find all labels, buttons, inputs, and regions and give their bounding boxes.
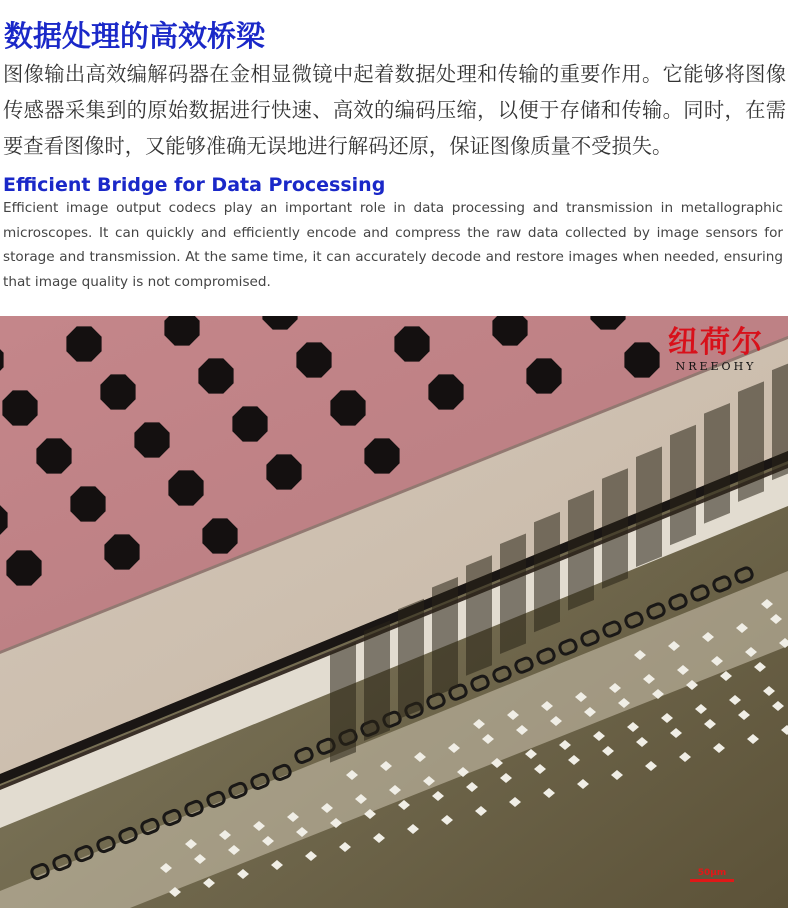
via-hole: [428, 374, 463, 409]
circuit-trace: [568, 490, 594, 611]
circuit-trace: [670, 425, 696, 546]
circuit-trace: [500, 533, 526, 654]
via-hole: [70, 486, 105, 521]
circuit-trace: [602, 468, 628, 589]
scale-bar-label: 50μm: [697, 868, 727, 878]
via-hole: [330, 390, 365, 425]
english-body-text: Efficient image output codecs play an important role in data processing and transmission in metallographic microscopes. It can quickly and efficiently encode and compress the raw data collected by image sensors for storage and transmission. At the same time, it can accurately decode and restore images when needed, ensuring that image quality is not compromised.: [3, 200, 783, 290]
brand-name-cn: 纽荷尔: [668, 325, 764, 360]
english-heading: Efficient Bridge for Data Processing: [3, 174, 386, 196]
brand-watermark: [668, 326, 764, 374]
scale-bar: [690, 868, 734, 882]
via-hole: [66, 326, 101, 361]
circuit-trace: [534, 512, 560, 633]
via-hole: [296, 342, 331, 377]
via-hole: [100, 374, 135, 409]
via-hole: [394, 326, 429, 361]
microscope-image: [0, 316, 788, 908]
chinese-body-text: 图像输出高效编解码器在金相显微镜中起着数据处理和传输的重要作用。它能够将图像传感器采集到的原始数据进行快速、高效的编码压缩，以便于存储和传输。同时，在需要查看图像时，又能够准确无误地进行解码还原，保证图像质量不受损失。: [3, 62, 786, 158]
via-hole: [232, 406, 267, 441]
micrograph-graphic: [0, 316, 788, 908]
via-hole: [202, 518, 237, 553]
via-hole: [266, 454, 301, 489]
via-hole: [168, 470, 203, 505]
circuit-trace: [432, 577, 458, 698]
circuit-trace: [398, 599, 424, 720]
via-hole: [198, 358, 233, 393]
circuit-trace: [738, 381, 764, 502]
brand-name-en: NREEOHY: [675, 360, 757, 373]
chinese-heading: 数据处理的高效桥梁: [4, 19, 266, 53]
circuit-trace: [466, 555, 492, 676]
circuit-trace: [364, 620, 390, 741]
via-hole: [104, 534, 139, 569]
circuit-trace: [704, 403, 730, 524]
circuit-trace: [636, 447, 662, 568]
via-hole: [134, 422, 169, 457]
via-hole: [6, 550, 41, 585]
via-hole: [2, 390, 37, 425]
via-hole: [526, 358, 561, 393]
circuit-trace: [772, 360, 788, 481]
circuit-trace: [330, 642, 356, 763]
via-hole: [364, 438, 399, 473]
via-hole: [624, 342, 659, 377]
scale-bar-line: [690, 879, 734, 882]
via-hole: [36, 438, 71, 473]
